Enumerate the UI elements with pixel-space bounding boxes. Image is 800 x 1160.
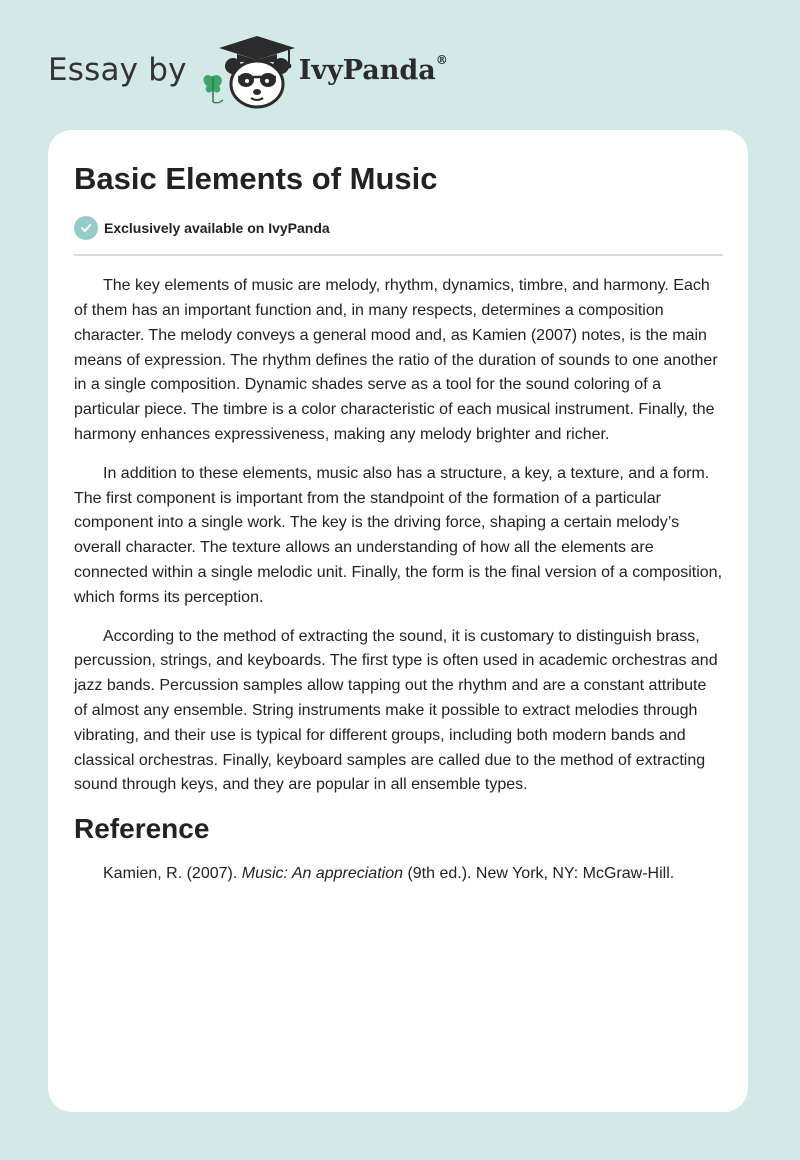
site-header	[48, 30, 448, 110]
ivypanda-logo[interactable]	[197, 30, 448, 110]
essay-by-label: Essay by	[48, 52, 187, 88]
reference-authors: Kamien, R. (2007).	[103, 864, 242, 882]
exclusive-badge	[74, 216, 724, 240]
essay-body	[74, 274, 724, 798]
exclusive-badge-text: Exclusively available on IvyPanda	[104, 220, 330, 237]
reference-publisher: (9th ed.). New York, NY: McGraw-Hill.	[403, 864, 675, 882]
reference-heading: Reference	[74, 813, 210, 845]
reference-title: Music: An appreciation	[241, 864, 403, 882]
essay-title: Basic Elements of Music	[74, 161, 438, 196]
reference-entry	[74, 862, 724, 887]
essay-content	[74, 160, 724, 887]
registered-mark: ®	[435, 52, 448, 67]
panda-graduate-logo-icon	[197, 30, 297, 110]
essay-paragraph: According to the method of extracting the sound, it is customary to distinguish brass, percussion, strings, and keyboards. The first type is often used in academic orchestras and jazz bands. Percussion samples allow tapping out the rhythm and are a constant attribute of almost any ensemble. String instruments make it possible to extract melodies through vibrating, and their use is typical for different groups, including both modern bands and classical orchestras. Finally, keyboard samples are called due to the method of extracting sound through keys, and they are popular in all ensemble types.	[74, 627, 718, 794]
brand-name: IvyPanda®	[298, 52, 448, 86]
checkmark-icon	[74, 216, 98, 240]
ivy-leaf-icon	[203, 75, 222, 103]
essay-card	[48, 130, 748, 1112]
essay-paragraph: The key elements of music are melody, rhythm, dynamics, timbre, and harmony. Each of them has an important function and, in many respects, determines a composition character. The melody conveys a general mood and, as Kamien (2007) notes, is the main means of expression. The rhythm defines the ratio of the duration of sounds to one another in a single composition. Dynamic shades serve as a tool for the sound coloring of a particular piece. The timbre is a color characteristic of each musical instrument. Finally, the harmony enhances expressiveness, making any melody brighter and richer.	[74, 277, 718, 443]
title-divider	[74, 254, 723, 256]
essay-paragraph: In addition to these elements, music also has a structure, a key, a texture, and a form. The first component is important from the standpoint of the formation of a particular component into a single work. The key is the driving force, shaping a certain melody’s overall character. The texture allows an understanding of how all the elements are connected within a single melodic unit. Finally, the form is the final version of a composition, which forms its perception.	[74, 464, 723, 606]
